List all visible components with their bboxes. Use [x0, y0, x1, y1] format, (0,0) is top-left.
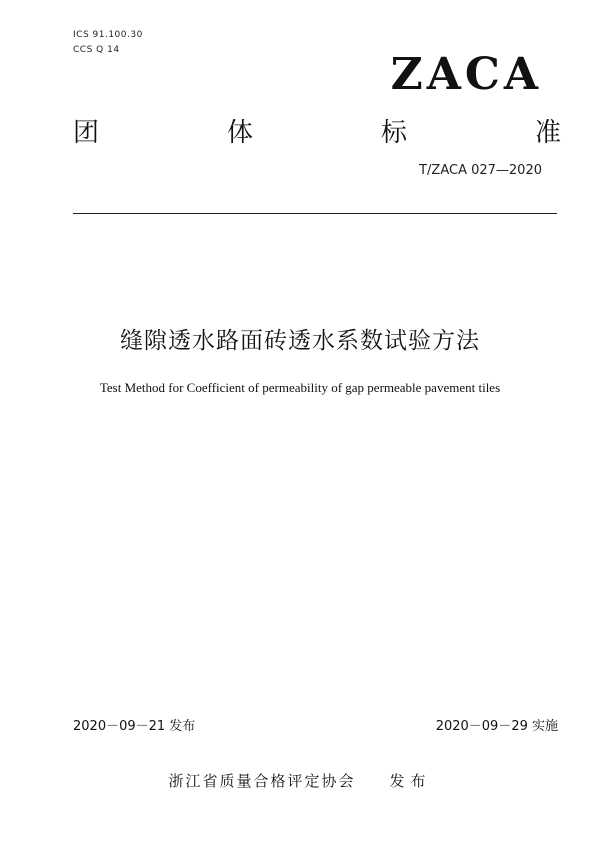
standard-number: T/ZACA 027—2020 [419, 163, 542, 178]
issuer-action: 发布 [389, 772, 432, 790]
standard-type-heading [73, 115, 561, 151]
heading-char: 团 [73, 118, 100, 148]
implementation-date: 2020－09－29 实施 [435, 719, 558, 734]
ics-code: ICS 91.100.30 [73, 30, 143, 40]
header-divider [73, 213, 557, 214]
issuer-name: 浙江省质量合格评定协会 [168, 772, 356, 790]
heading-char: 体 [226, 118, 253, 148]
issuer-line [0, 772, 600, 790]
heading-char: 标 [380, 118, 407, 148]
heading-char: 准 [534, 118, 561, 148]
title-english: Test Method for Coefficient of permeability of gap permeable pavement tiles [99, 380, 501, 395]
title-chinese: 缝隙透水路面砖透水系数试验方法 [120, 328, 480, 354]
ccs-code: CCS Q 14 [73, 45, 120, 55]
brand-logo-text: ZACA [390, 49, 542, 100]
issue-date: 2020－09－21 发布 [73, 719, 196, 734]
